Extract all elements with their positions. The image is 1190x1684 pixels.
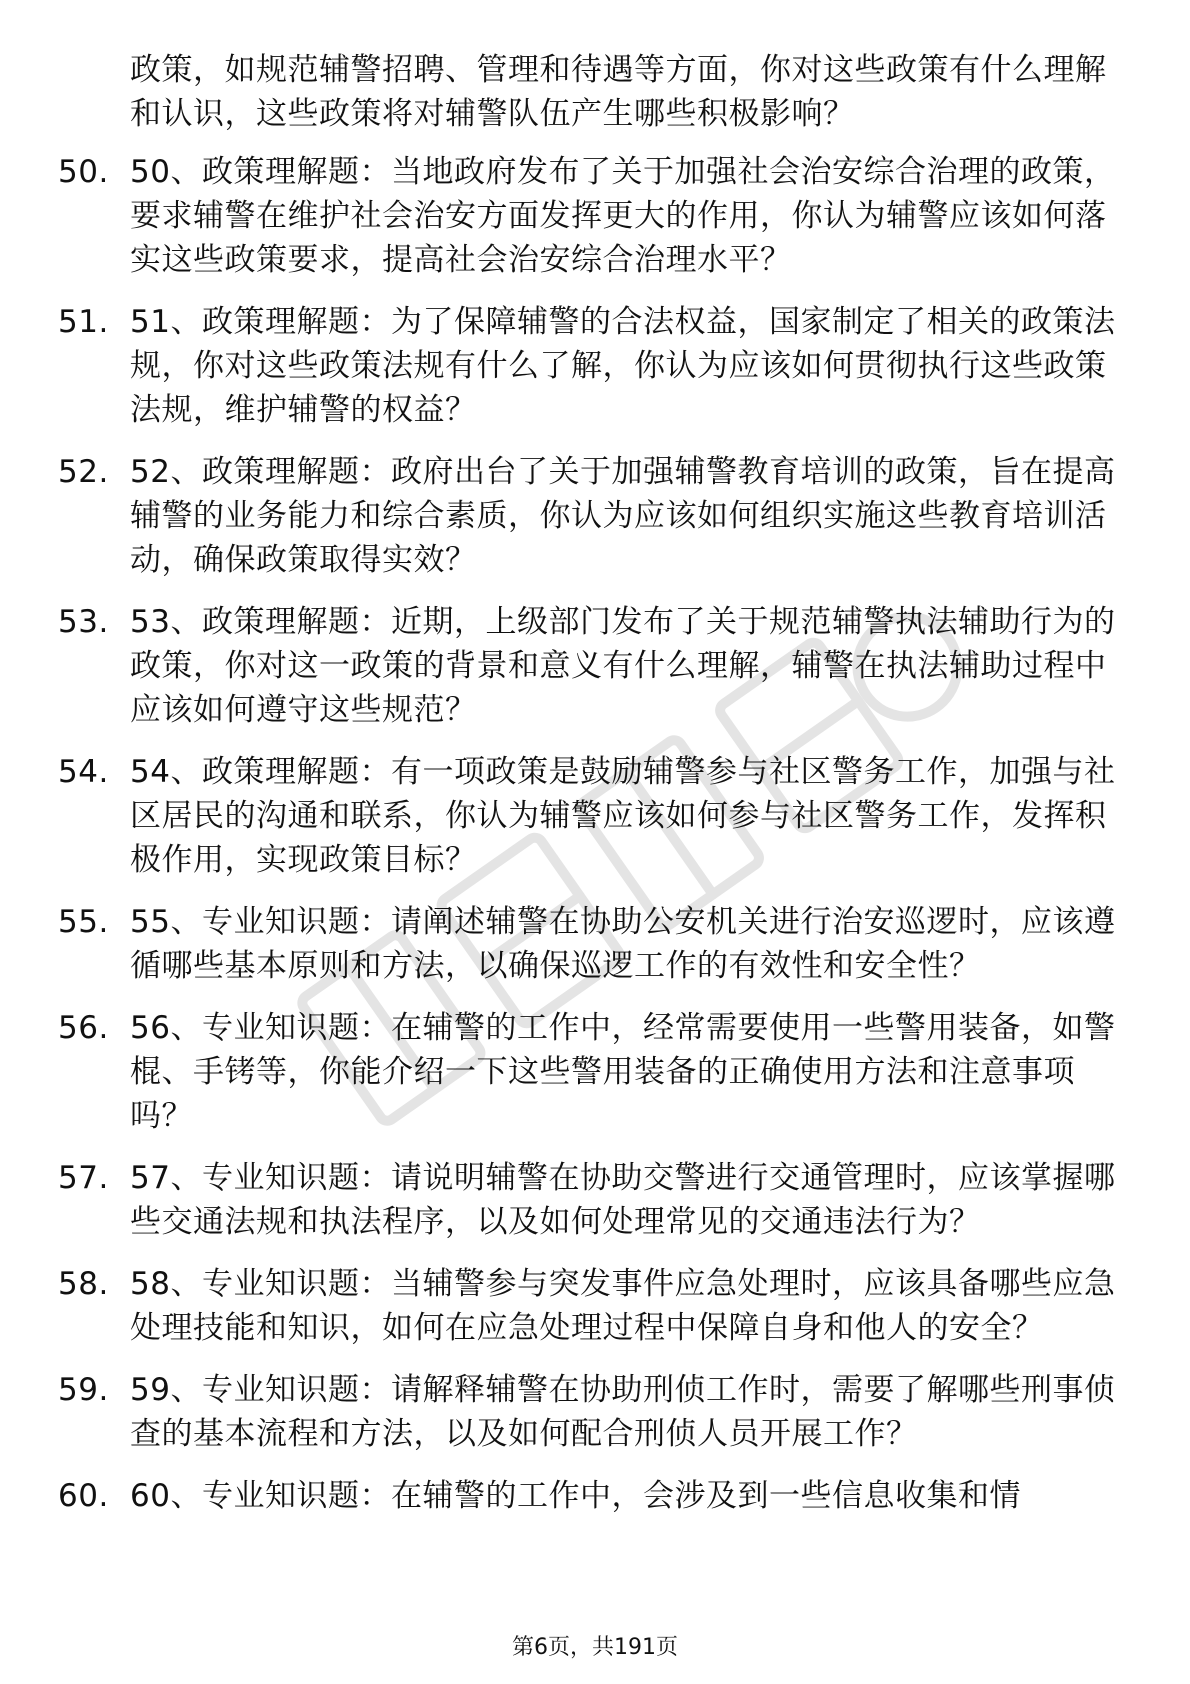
list-item: [0, 300, 1120, 432]
item-text: 53、政策理解题：近期，上级部门发布了关于规范辅警执法辅助行为的政策，你对这一政策的背景和意义有什么理解，辅警在执法辅助过程中应该如何遵守这些规范？: [130, 604, 1116, 728]
list-item: [0, 1006, 1120, 1138]
item-number: 50.: [58, 154, 109, 190]
item-number: 52.: [58, 454, 109, 490]
list-item: [0, 750, 1120, 882]
page-footer: 第6页，共191页: [512, 1635, 678, 1660]
list-item: [0, 900, 1120, 988]
item-number: 53.: [58, 604, 109, 640]
item-text: 59、专业知识题：请解释辅警在协助刑侦工作时，需要了解哪些刑事侦查的基本流程和方法，以及如何配合刑侦人员开展工作？: [130, 1372, 1116, 1452]
item-text: 56、专业知识题：在辅警的工作中，经常需要使用一些警用装备，如警棍、手铐等，你能介绍一下这些警用装备的正确使用方法和注意事项吗？: [130, 1010, 1116, 1134]
item-text: 50、政策理解题：当地政府发布了关于加强社会治安综合治理的政策，要求辅警在维护社会治安方面发挥更大的作用，你认为辅警应该如何落实这些政策要求，提高社会治安综合治理水平？: [130, 154, 1116, 278]
continued-paragraph: 政策，如规范辅警招聘、管理和待遇等方面，你对这些政策有什么理解和认识，这些政策将对辅警队伍产生哪些积极影响？: [130, 52, 1107, 132]
item-text: 55、专业知识题：请阐述辅警在协助公安机关进行治安巡逻时，应该遵循哪些基本原则和方法，以确保巡逻工作的有效性和安全性？: [130, 904, 1116, 984]
list-item: [0, 600, 1120, 732]
item-number: 56.: [58, 1010, 109, 1046]
item-number: 59.: [58, 1372, 109, 1408]
item-number: 51.: [58, 304, 109, 340]
list-item: [0, 1368, 1120, 1456]
item-number: 57.: [58, 1160, 109, 1196]
list-item: [0, 150, 1120, 282]
item-text: 54、政策理解题：有一项政策是鼓励辅警参与社区警务工作，加强与社区居民的沟通和联系，你认为辅警应该如何参与社区警务工作，发挥积极作用，实现政策目标？: [130, 754, 1116, 878]
list-item: [0, 1474, 1120, 1518]
item-number: 60.: [58, 1478, 109, 1514]
item-text: 52、政策理解题：政府出台了关于加强辅警教育培训的政策，旨在提高辅警的业务能力和综合素质，你认为应该如何组织实施这些教育培训活动，确保政策取得实效？: [130, 454, 1116, 578]
list-item: [0, 450, 1120, 582]
list-item: [0, 1156, 1120, 1244]
item-number: 58.: [58, 1266, 109, 1302]
item-text: 58、专业知识题：当辅警参与突发事件应急处理时，应该具备哪些应急处理技能和知识，如何在应急处理过程中保障自身和他人的安全？: [130, 1266, 1116, 1346]
item-text: 60、专业知识题：在辅警的工作中，会涉及到一些信息收集和情: [130, 1478, 1021, 1514]
question-list: [0, 150, 1190, 1536]
item-text: 57、专业知识题：请说明辅警在协助交警进行交通管理时，应该掌握哪些交通法规和执法程序，以及如何处理常见的交通违法行为？: [130, 1160, 1116, 1240]
item-number: 55.: [58, 904, 109, 940]
list-item: [0, 1262, 1120, 1350]
item-text: 51、政策理解题：为了保障辅警的合法权益，国家制定了相关的政策法规，你对这些政策法规有什么了解，你认为应该如何贯彻执行这些政策法规，维护辅警的权益？: [130, 304, 1116, 428]
item-number: 54.: [58, 754, 109, 790]
